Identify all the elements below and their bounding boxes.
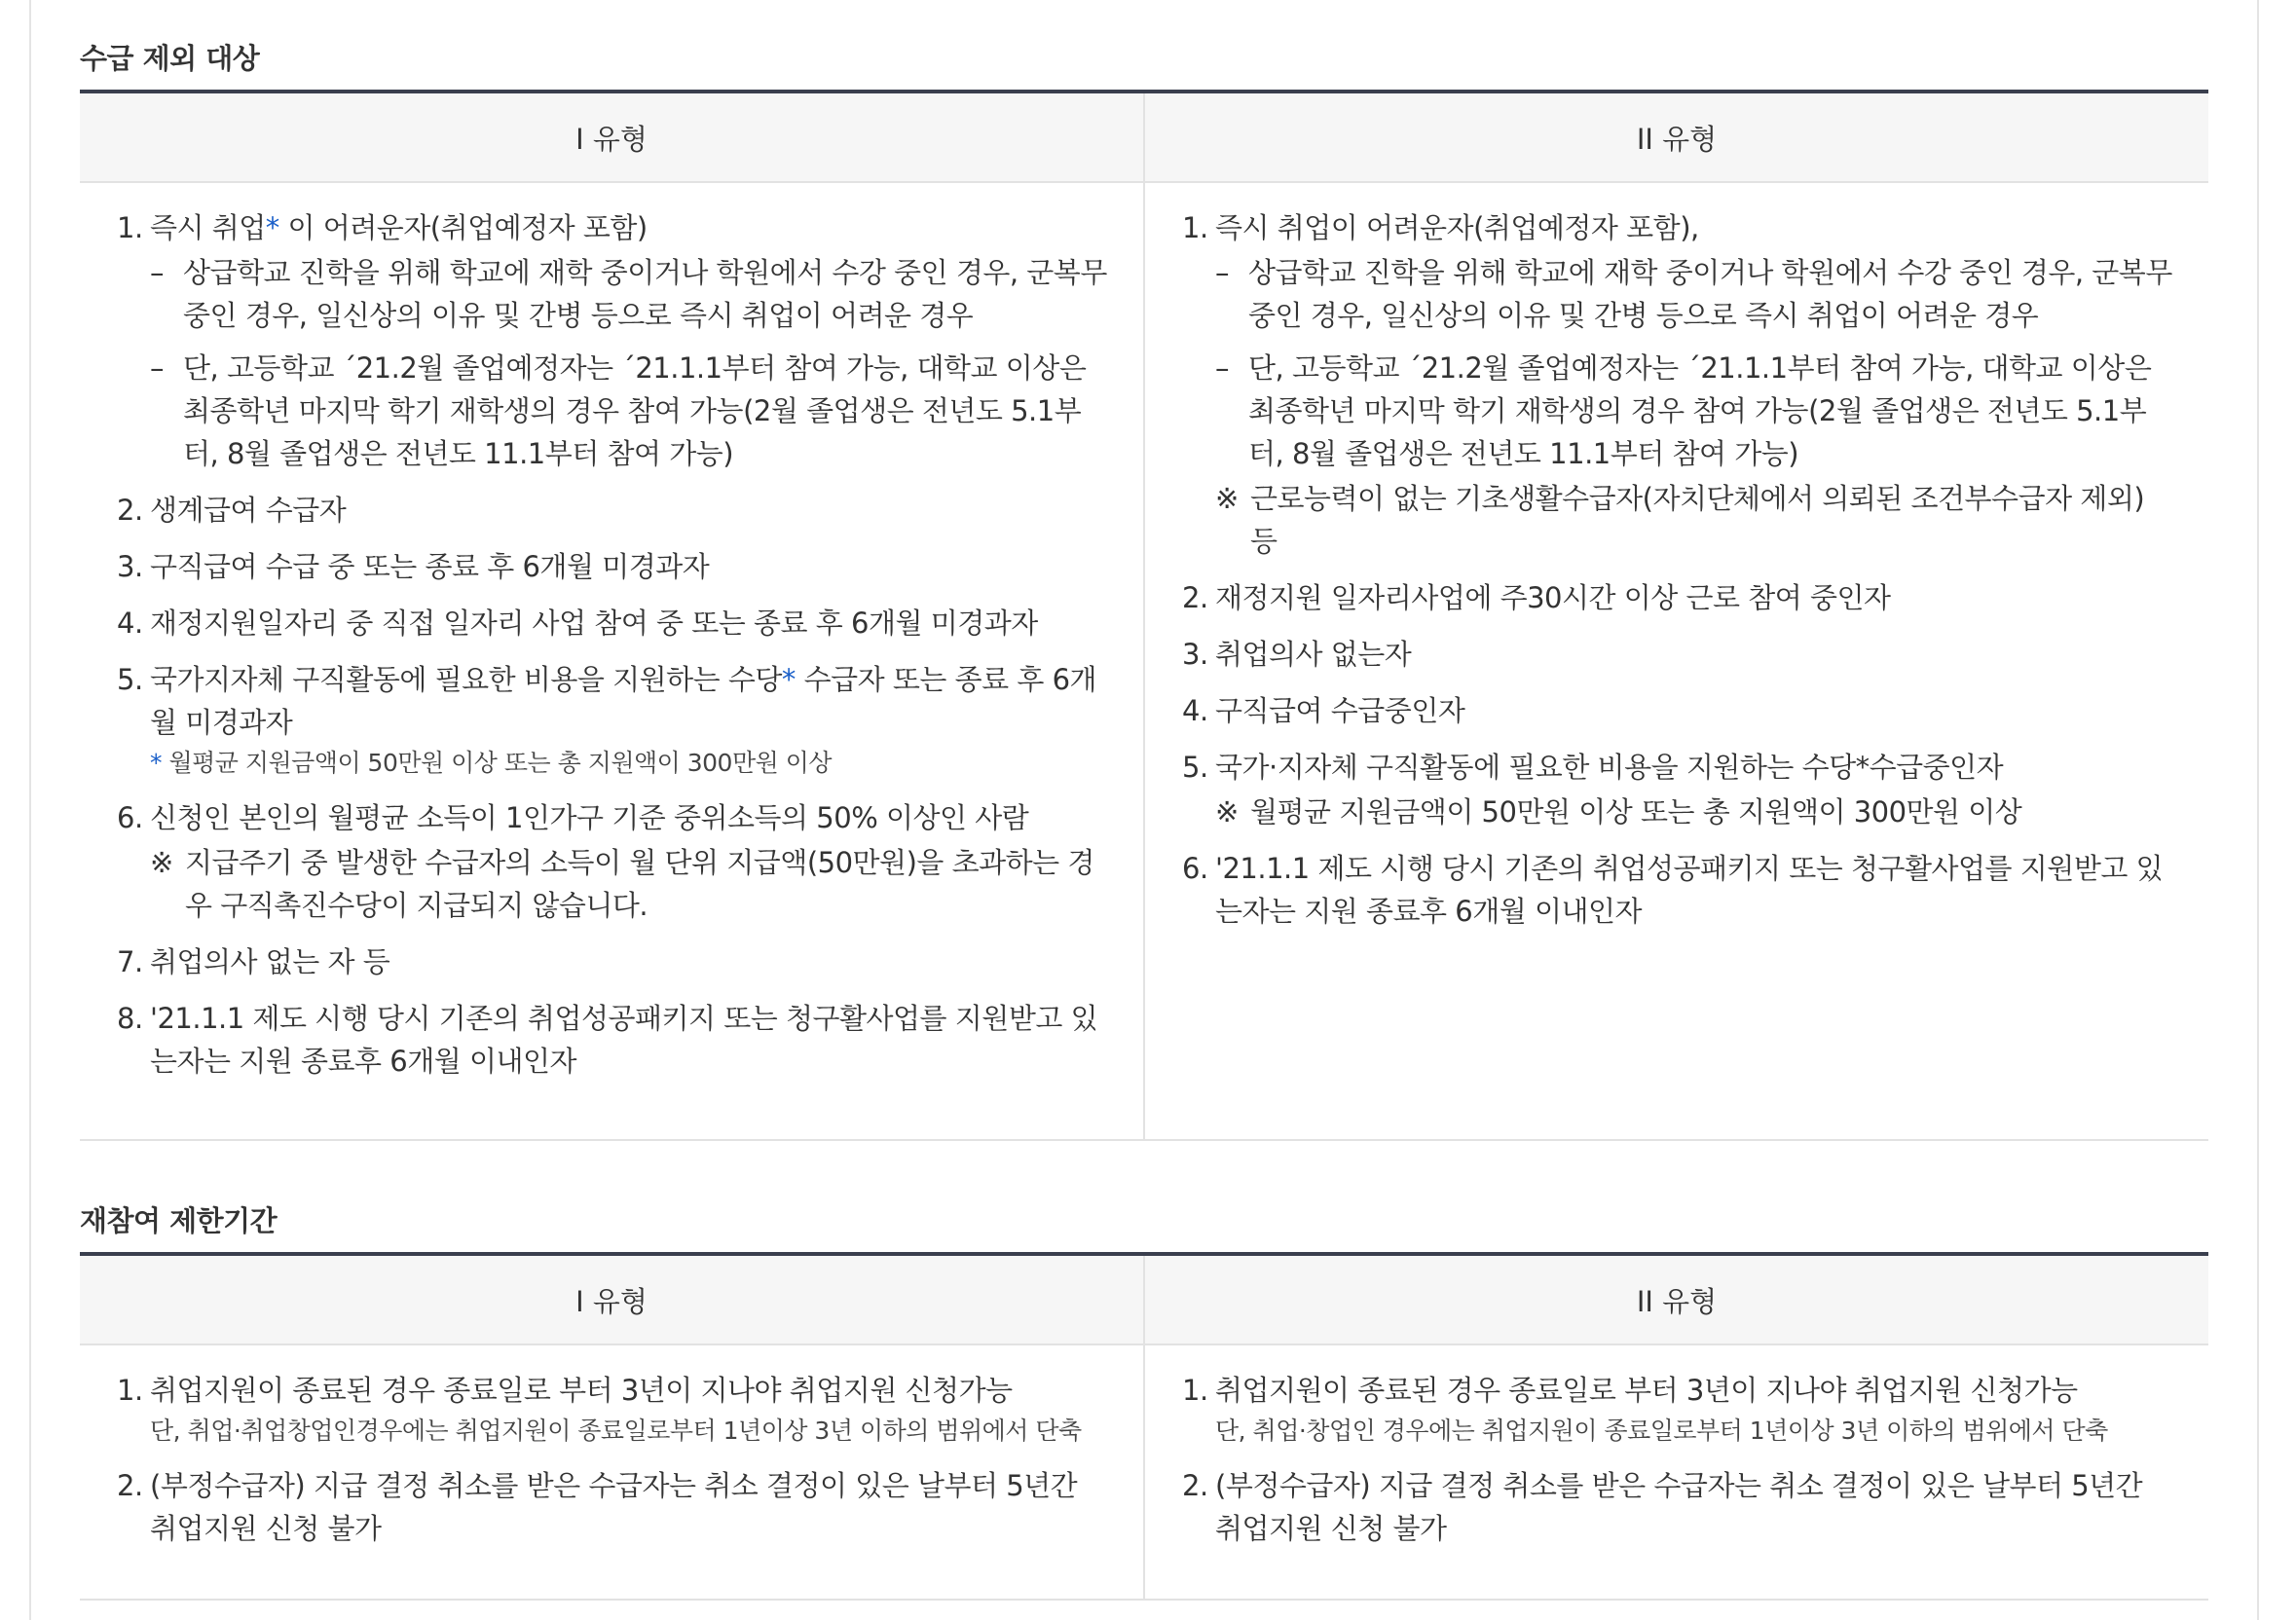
note: 단, 취업·취업창업인경우에는 취업지원이 종료일로부터 1년이상 3년 이하의 범위에서 단축	[150, 1417, 1082, 1445]
list-item: 6. '21.1.1 제도 시행 당시 기존의 취업성공패키지 또는 청구활사업를 지원받고 있는자는 지원 종료후 6개월 이내인자	[1182, 852, 2164, 928]
list-item: 6. 신청인 본인의 월평균 소득이 1인가구 기준 중위소득의 50% 이상인 사람 ※ 지급주기 중 발생한 수급자의 소득이 월 단위 지급액(50만원)을 초과하는 경우 구직촉진수당이 지급되지 않습니다.	[117, 796, 1112, 927]
footnote-star: *	[265, 211, 279, 244]
list-item: 4. 재정지원일자리 중 직접 일자리 사업 참여 중 또는 종료 후 6개월 미경과자	[117, 607, 1038, 640]
list-item: 2. 재정지원 일자리사업에 주30시간 이상 근로 참여 중인자	[1182, 581, 1891, 614]
list-item: 2. (부정수급자) 지급 결정 취소를 받은 수급자는 취소 결정이 있은 날부터 5년간 취업지원 신청 불가	[117, 1469, 1078, 1545]
type-1-cell	[80, 1344, 1144, 1600]
header-type-2: II 유형	[1144, 1254, 2208, 1344]
table-header-row	[80, 1254, 2208, 1344]
note: ※ 근로능력이 없는 기초생활수급자(자치단체에서 의뢰된 조건부수급자 제외) 등	[1215, 482, 2145, 558]
sub-item: – 상급학교 진학을 위해 학교에 재학 중이거나 학원에서 수강 중인 경우, 군복무 중인 경우, 일신상의 이유 및 간병 등으로 즉시 취업이 어려운 경우	[150, 256, 1107, 332]
list-item: 2. (부정수급자) 지급 결정 취소를 받은 수급자는 취소 결정이 있은 날부터 5년간 취업지원 신청 불가	[1182, 1469, 2143, 1545]
list-item: 3. 취업의사 없는자	[1182, 638, 1412, 671]
reparticipation-table	[80, 1252, 2208, 1601]
list-item: 4. 구직급여 수급중인자	[1182, 694, 1465, 727]
table-row	[80, 1344, 2208, 1600]
header-type-1: I 유형	[80, 1254, 1144, 1344]
sub-item: – 단, 고등학교 ´21.2월 졸업예정자는 ´21.1.1부터 참여 가능, 대학교 이상은 최종학년 마지막 학기 재학생의 경우 참여 가능(2월 졸업생은 전년도 5.1부터, 8월 졸업생은 전년도 11.1부터 참여 가능) ※ 근로능력이 없는 기초생활수급자(자치단체에서 의뢰된 조건부수급자 제외) 등	[1215, 347, 2177, 563]
list-item: 7. 취업의사 없는 자 등	[117, 945, 390, 978]
exclusion-table	[80, 90, 2208, 1141]
footnote: * 월평균 지원금액이 50만원 이상 또는 총 지원액이 300만원 이상	[150, 749, 833, 777]
note: ※ 월평균 지원금액이 50만원 이상 또는 총 지원액이 300만원 이상	[1215, 795, 2022, 828]
section-title-exclusion: 수급 제외 대상	[80, 42, 260, 75]
type-2-cell	[1144, 1344, 2208, 1600]
list-item: 3. 구직급여 수급 중 또는 종료 후 6개월 미경과자	[117, 550, 710, 583]
section-title-reparticipation: 재참여 제한기간	[80, 1204, 278, 1237]
note: 단, 취업·창업인 경우에는 취업지원이 종료일로부터 1년이상 3년 이하의 범위에서 단축	[1215, 1417, 2108, 1445]
list-item: 8. '21.1.1 제도 시행 당시 기존의 취업성공패키지 또는 청구활사업를 지원받고 있는자는 지원 종료후 6개월 이내인자	[117, 1002, 1098, 1078]
note: ※ 지급주기 중 발생한 수급자의 소득이 월 단위 지급액(50만원)을 초과하는 경우 구직촉진수당이 지급되지 않습니다.	[150, 846, 1094, 922]
list-item: 1. 즉시 취업이 어려운자(취업예정자 포함), – 상급학교 진학을 위해 학교에 재학 중이거나 학원에서 수강 중인 경우, 군복무 중인 경우, 일신상의 이유 및 간병 등으로 즉시 취업이 어려운 경우 – 단, 고등학교 ´21.2월 졸업예정자는 ´21.1.1부터 참여 가능, 대학교 이상은 최종학년 마지막 학기 재학생의 경우 참여 가능(2월 졸업생은 전년도 5.1부터, 8월 졸업생은 전년도 11.1부터 참여 가능) ※ 근로능력이 없는 기초생활수급자(자치단체에서 의뢰된 조건부수급자 제외) 등	[1182, 206, 2177, 563]
type-2-cell	[1144, 182, 2208, 1140]
list-item: 5. 국가지자체 구직활동에 필요한 비용을 지원하는 수당* 수급자 또는 종료 후 6개월 미경과자 * 월평균 지원금액이 50만원 이상 또는 총 지원액이 300만원 이상	[117, 658, 1112, 783]
header-type-1: I 유형	[80, 92, 1144, 182]
footnote-star: *	[781, 663, 796, 696]
table-row	[80, 182, 2208, 1140]
list-item: 2. 생계급여 수급자	[117, 494, 347, 527]
list-item: 5. 국가·지자체 구직활동에 필요한 비용을 지원하는 수당*수급중인자 ※ 월평균 지원금액이 50만원 이상 또는 총 지원액이 300만원 이상	[1182, 746, 2177, 833]
type-1-cell	[80, 182, 1144, 1140]
list-item: 1. 취업지원이 종료된 경우 종료일로 부터 3년이 지나야 취업지원 신청가능 단, 취업·취업창업인경우에는 취업지원이 종료일로부터 1년이상 3년 이하의 범위에서 단축	[117, 1369, 1112, 1451]
list-item: 1. 즉시 취업* 이 어려운자(취업예정자 포함) – 상급학교 진학을 위해 학교에 재학 중이거나 학원에서 수강 중인 경우, 군복무 중인 경우, 일신상의 이유 및 간병 등으로 즉시 취업이 어려운 경우 – 단, 고등학교 ´21.2월 졸업예정자는 ´21.1.1부터 참여 가능, 대학교 이상은 최종학년 마지막 학기 재학생의 경우 참여 가능(2월 졸업생은 전년도 5.1부터, 8월 졸업생은 전년도 11.1부터 참여 가능)	[117, 206, 1112, 475]
header-type-2: II 유형	[1144, 92, 2208, 182]
sub-item: – 상급학교 진학을 위해 학교에 재학 중이거나 학원에서 수강 중인 경우, 군복무 중인 경우, 일신상의 이유 및 간병 등으로 즉시 취업이 어려운 경우	[1215, 256, 2172, 332]
list-item: 1. 취업지원이 종료된 경우 종료일로 부터 3년이 지나야 취업지원 신청가능 단, 취업·창업인 경우에는 취업지원이 종료일로부터 1년이상 3년 이하의 범위에서 단축	[1182, 1369, 2177, 1451]
table-header-row	[80, 92, 2208, 182]
sub-item: – 단, 고등학교 ´21.2월 졸업예정자는 ´21.1.1부터 참여 가능, 대학교 이상은 최종학년 마지막 학기 재학생의 경우 참여 가능(2월 졸업생은 전년도 5.1부터, 8월 졸업생은 전년도 11.1부터 참여 가능)	[150, 351, 1087, 470]
